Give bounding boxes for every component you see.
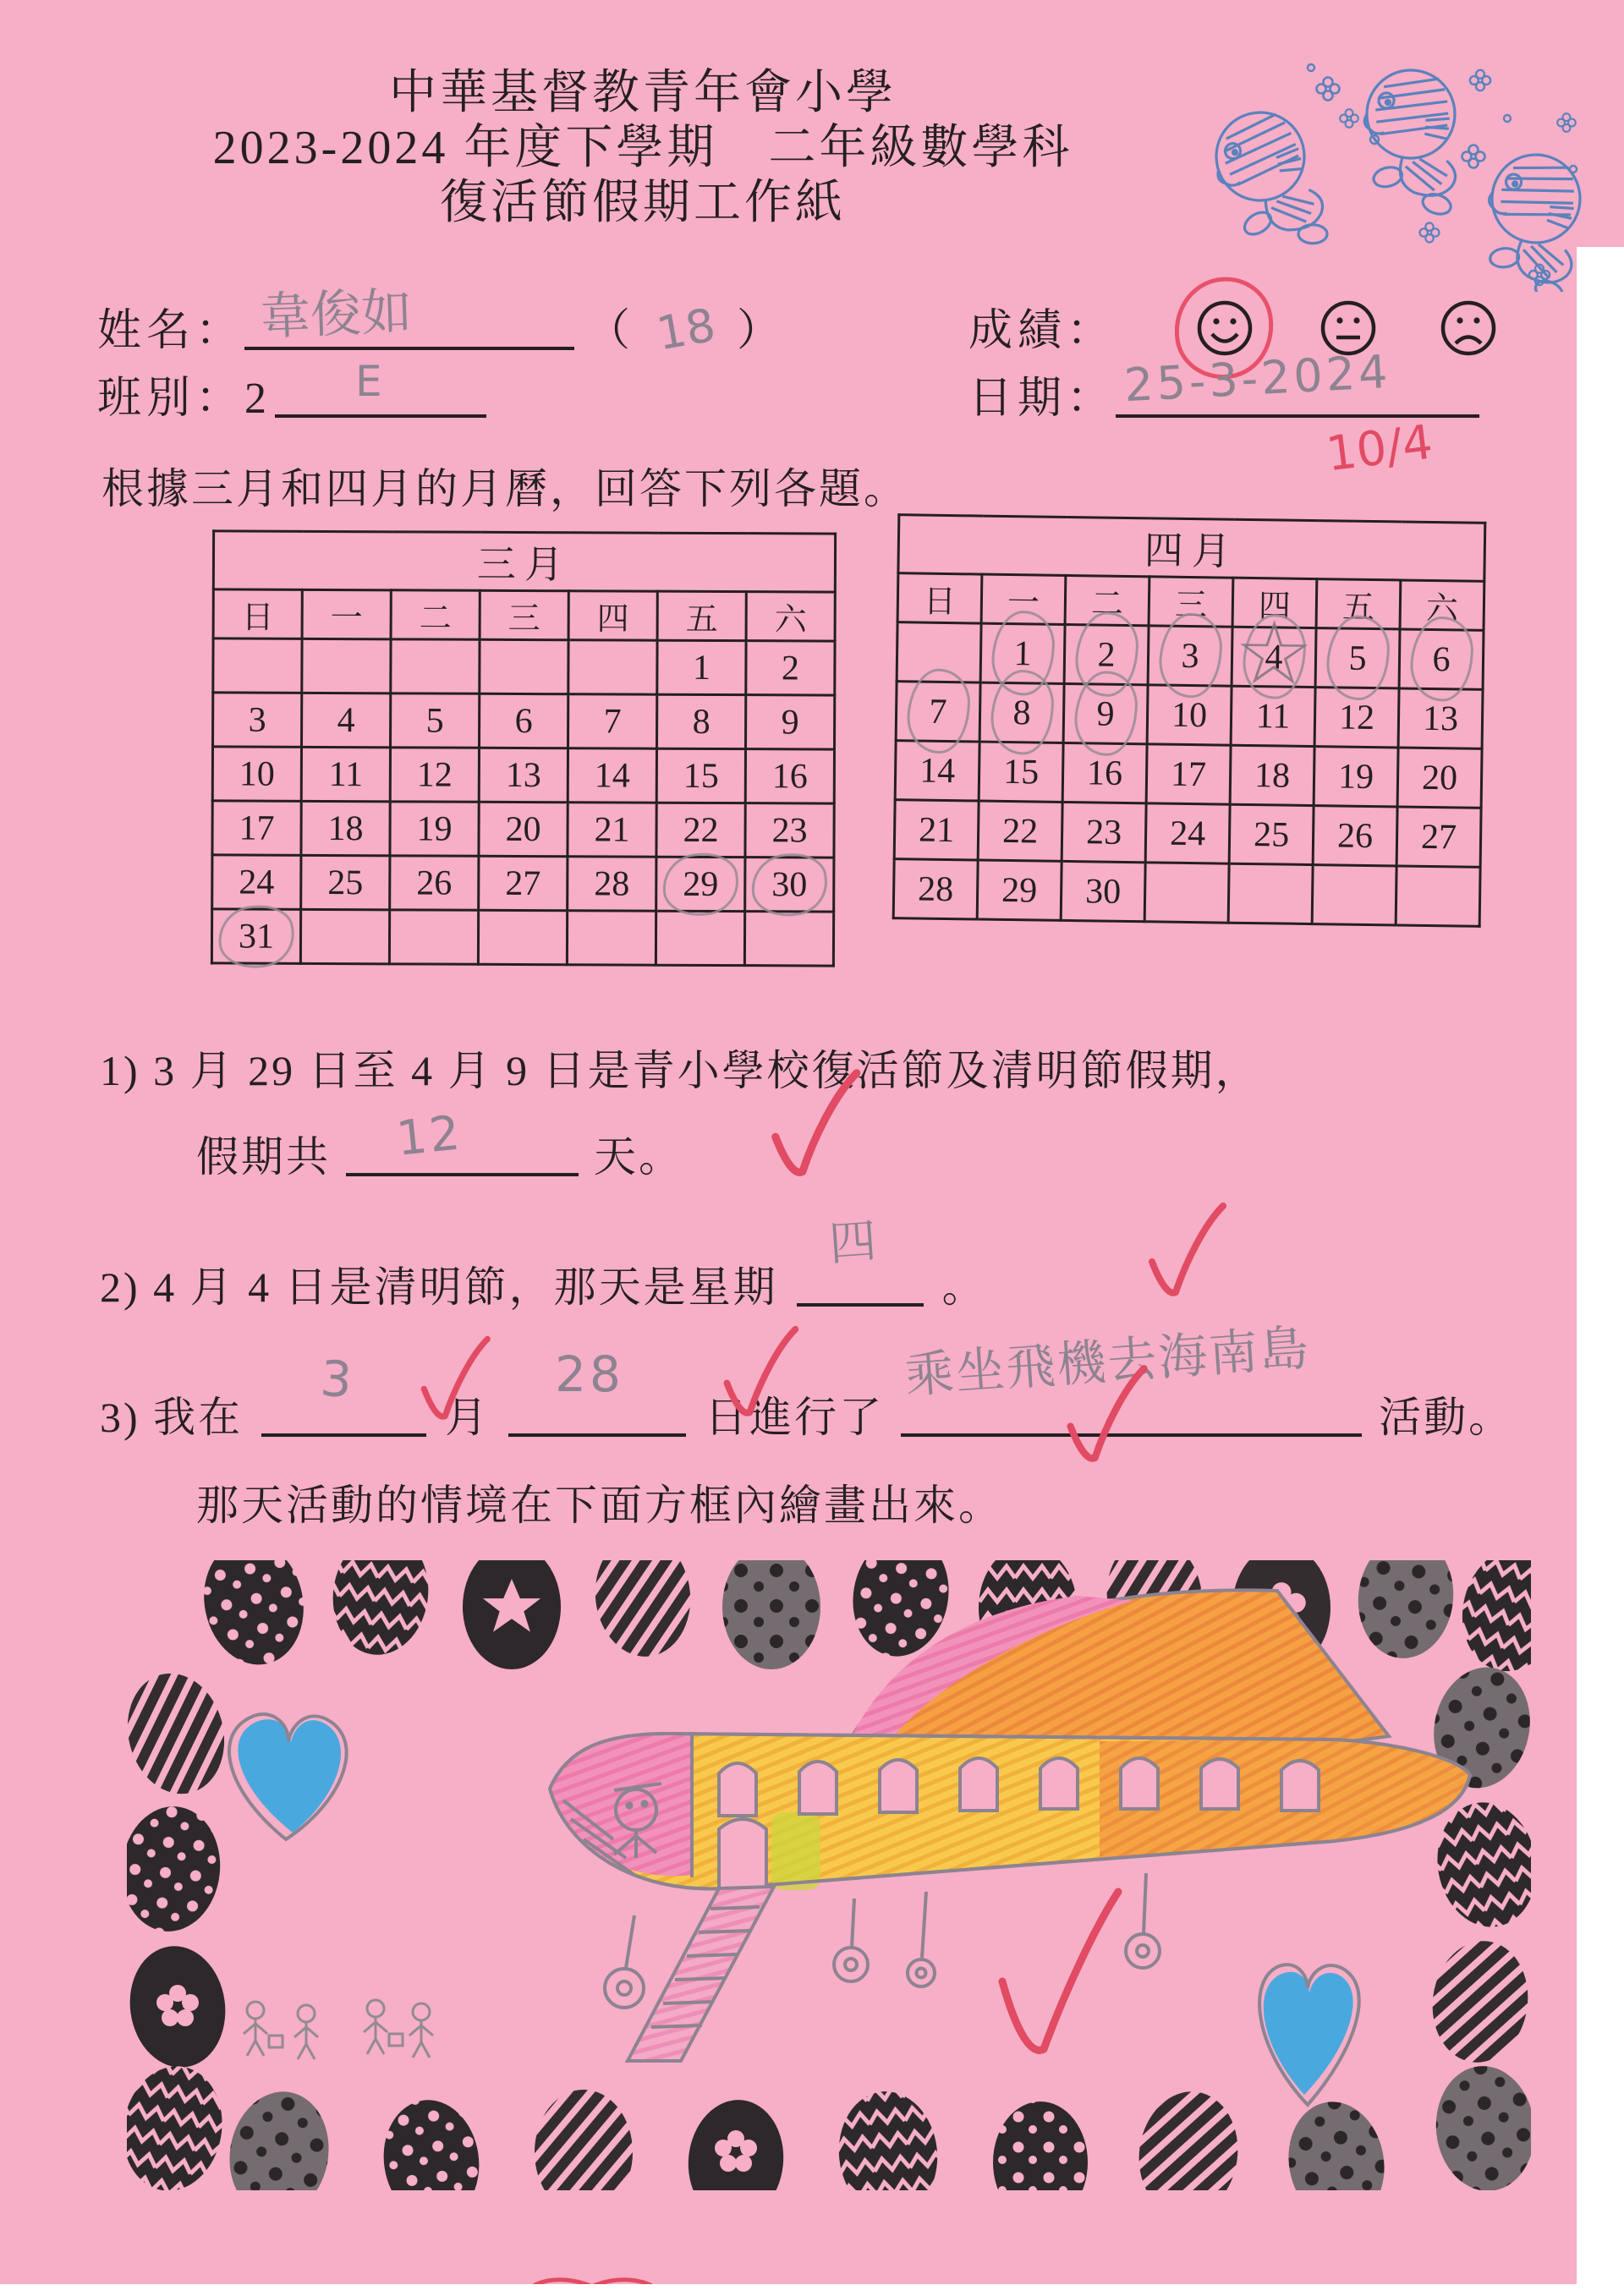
calendar-day-header: 五 [657,591,746,640]
calendar-cell [1144,863,1229,923]
calendar-date-circled: 9 [1096,693,1115,734]
calendar-date: 25 [327,863,364,902]
calendar-cell [746,641,835,695]
calendar-cell [1315,628,1400,688]
q1-suffix: 天。 [594,1133,683,1181]
worksheet-title: 復活節假期工作紙 [440,176,846,229]
calendar-date: 3 [248,700,266,740]
calendar-cell [656,911,744,965]
calendar-cell [301,747,390,801]
calendar-cell [479,856,568,910]
paren-close: ） [737,307,787,355]
calendar-cell [213,693,302,747]
calendar-day-header: 六 [1400,580,1484,630]
calendar-cell [978,801,1062,861]
calendar-date: 23 [771,810,808,850]
calendar-day-header: 三 [1149,577,1233,627]
calendar-date: 22 [1001,811,1039,852]
name-row [97,282,787,361]
teacher-red-date-note: 10/4 [1323,414,1436,483]
q3-day-blank [508,1345,686,1437]
calendar-date: 15 [1002,752,1040,792]
calendar-date-circled: 31 [238,917,275,956]
q3-mid2: 日進行了 [705,1394,885,1441]
calendar-date: 19 [1337,756,1374,797]
scan-edge-right [1577,247,1624,2296]
calendar-cell [567,911,656,965]
calendar-date: 22 [683,810,719,850]
calendar-date: 10 [1171,695,1208,735]
q2-suffix: 。 [941,1263,987,1311]
question2-line [100,1214,987,1314]
calendar-cell [745,695,834,749]
calendar-date: 28 [594,863,630,904]
calendar-cell [977,860,1062,920]
handwritten-answer-month: 3 [318,1349,357,1410]
calendar-date: 23 [1085,812,1122,852]
q3-mid1: 月 [445,1394,491,1441]
calendar-date: 29 [1001,870,1038,911]
calendar-cell [479,748,568,802]
q3-suffix: 活動。 [1379,1394,1514,1441]
calendar-cell [894,800,979,860]
paren-open: （ [586,307,636,355]
calendar-cell [1229,804,1314,864]
calendar-cell [1061,861,1145,921]
q3-month-blank [261,1349,426,1437]
calendar-cell [656,803,745,857]
calendar-date: 28 [917,869,954,909]
question1-line1: 1) 3 月 29 日至 4 月 9 日是青小學校復活節及清明節假期， [100,1047,1260,1094]
date-row [968,344,1479,425]
score-row [968,294,1116,358]
name-label: 姓名： [97,307,245,355]
q1-prefix: 假期共 [196,1133,331,1181]
calendar-cell [391,639,480,693]
blue-heart [229,1714,347,1839]
calendar-date: 17 [239,808,275,848]
calendar-date: 24 [1169,814,1206,853]
calendar-march [211,529,837,967]
calendar-date: 16 [1086,753,1123,793]
calendar-date: 13 [1422,699,1459,738]
calendar-cell [744,912,833,966]
question3-line2: 那天活動的情境在下面方框內繪畫出來。 [196,1482,1003,1529]
calendar-date: 17 [1170,754,1207,794]
calendar-date: 5 [425,700,444,741]
calendar-cell [213,638,302,693]
calendar-date: 13 [505,755,541,795]
check-mark-icon [765,1067,863,1203]
calendar-cell [1399,629,1484,689]
calendar-date: 9 [781,702,799,742]
calendar-date-circled: 6 [1432,639,1451,679]
calendar-date: 1 [692,648,711,688]
calendar-date: 11 [1255,696,1291,737]
calendar-cell [1063,683,1148,743]
handwritten-answer-activity: 乘坐飛機去海南島 [903,1318,1313,1405]
calendar-day-header: 二 [391,590,480,639]
calendar-date-circled: ☆ 4 [1265,639,1283,675]
class-row [97,357,486,425]
class-blank [275,357,486,418]
calendar-cell [1148,626,1232,686]
score-label: 成績： [968,307,1116,355]
worksheet-header [0,66,1286,231]
calendar-date: 25 [1253,814,1290,855]
calendar-cell [212,855,301,909]
calendar-cell [1312,865,1396,925]
calendar-date: 12 [1338,697,1375,737]
calendar-date-circled: 1 [1013,633,1032,673]
calendar-date: 27 [505,863,541,903]
calendar-cell [568,694,657,748]
calendar-cell [390,802,479,856]
q3-prefix: 3) 我在 [100,1394,244,1441]
calendar-date: 27 [1420,817,1457,857]
calendar-date: 21 [594,809,630,850]
calendar-day-header: 二 [1065,575,1149,625]
check-mark-icon [1002,1892,1118,2050]
handwritten-date: 25-3-2024 [1122,344,1392,413]
calendar-april [892,513,1487,928]
calendar-cell [302,638,391,693]
calendar-cell [302,693,391,747]
calendar-cell [656,748,745,803]
calendar-date: 6 [514,701,533,741]
calendar-day-header: 一 [302,589,391,638]
handwritten-class-letter: E [355,357,382,406]
calendar-date: 11 [328,754,364,794]
handwritten-answer-day: 28 [555,1345,624,1403]
sad-face-icon [1438,298,1499,359]
calendar-cell [745,858,834,912]
calendar-date: 20 [505,809,541,849]
handwritten-answer-weekday: 四 [826,1214,881,1272]
calendar-date: 12 [416,754,453,795]
calendar-day-header: 日 [213,589,302,638]
calendar-day-header: 日 [897,573,982,623]
calendar-day-header: 一 [981,574,1066,624]
calendar-day-header: 五 [1316,579,1401,629]
calendar-date-circled: 2 [1097,634,1116,675]
calendar-date-circled: 30 [771,864,808,904]
calendar-cell [389,910,478,964]
calendar-date: 2 [781,648,800,688]
handwritten-name: 韋俊如 [259,282,414,348]
calendar-date: 8 [692,702,710,742]
class-label: 班別： [97,375,245,423]
calendar-cell [390,856,479,910]
calendar-cell [568,857,656,911]
date-label: 日期： [968,375,1116,423]
calendar-cell [896,682,980,742]
calendar-cell [480,693,568,748]
name-blank [244,282,574,350]
calendar-cell [568,640,657,694]
calendar-date: 14 [594,755,630,796]
calendar-date: 26 [416,863,453,903]
calendar-cell [1397,748,1482,808]
calendar-cell [211,909,300,963]
calendar-month-title: 四月 [898,515,1485,582]
calendar-month-title: 三月 [213,531,835,592]
calendar-date-circled: 3 [1181,636,1199,676]
calendar-cell [745,803,834,858]
calendar-date: 24 [239,863,275,902]
blue-heart [1259,1964,1359,2105]
handwritten-answer-days: 12 [393,1105,465,1167]
calendar-date-circled: 29 [683,864,719,904]
question1-line2 [196,1105,683,1184]
calendar-cell [1396,866,1480,926]
calendar-day-header: 三 [480,590,568,639]
calendar-cell [1314,747,1398,807]
calendar-cell [301,801,390,855]
calendar-date: 30 [1084,871,1122,912]
calendar-cell [479,802,568,856]
q2-answer-blank [797,1214,924,1307]
calendar-cell [1230,745,1314,805]
calendar-cell [657,694,746,748]
q2-prefix: 2) 4 月 4 日是清明節，那天是星期 [100,1263,778,1311]
calendar-cell [1145,803,1230,863]
calendar-day-header: 四 [1232,578,1317,627]
calendar-cell [1313,806,1397,866]
drawing-box [127,1560,1531,2190]
calendar-cell [1232,627,1316,687]
calendar-cell [212,801,301,855]
calendar-cell [390,748,479,802]
school-name: 中華基督教青年會小學 [389,67,897,119]
calendar-cell [212,747,301,801]
calendar-cell [893,859,978,919]
calendar-date: 16 [771,756,808,796]
calendar-date-circled: 5 [1348,638,1367,678]
calendar-date-circled: 7 [929,692,947,732]
calendar-date: 14 [919,751,956,791]
q1-answer-blank [346,1105,579,1176]
calendar-date: 4 [337,700,355,740]
check-mark-icon [1144,1201,1228,1319]
calendar-date: 10 [239,754,275,794]
child-drawing [127,1560,1531,2190]
scan-edge-bottom [0,2284,1624,2296]
calendar-day-header: 四 [568,591,657,640]
calendar-date-circled: 8 [1012,693,1031,732]
check-mark-icon [717,1324,802,1438]
check-mark-icon [416,1334,492,1440]
stick-figures-with-luggage [244,2000,433,2059]
calendar-cell [1228,863,1313,923]
term-subject-line: 2023-2024 年度下學期 二年級數學科 [212,121,1073,174]
calendar-cell [1062,802,1146,862]
calendar-cell [1396,807,1481,867]
check-mark-icon [1059,1363,1152,1486]
calendar-cell [480,639,568,693]
calendar-date: 18 [1254,755,1291,796]
calendar-date: 7 [603,701,622,742]
calendar-cell [301,855,390,909]
question3-line1 [100,1318,1514,1444]
class-printed-number: 2 [244,375,267,423]
handwritten-student-number: 18 [652,298,720,361]
calendar-cell [979,682,1064,743]
calendar-cell [1146,744,1231,804]
calendar-date: 20 [1421,758,1458,797]
calendar-cell [568,748,656,803]
calendar-day-header: 六 [746,592,835,641]
date-blank [1116,344,1479,418]
calendar-cell [391,693,480,748]
calendar-date: 26 [1336,815,1374,856]
calendar-date: 18 [327,808,364,848]
calendar-date: 15 [683,756,719,796]
calendar-cell [478,910,567,964]
calendar-date: 19 [416,808,453,849]
calendar-cell [745,749,834,803]
calendar-cell [568,803,656,857]
instruction-line: 根據三月和四月的月曆，回答下列各題。 [102,465,908,512]
calendar-cell [657,640,746,694]
calendar-date: 21 [918,810,955,850]
calendar-cell [300,909,389,963]
calendar-cell [656,857,745,911]
